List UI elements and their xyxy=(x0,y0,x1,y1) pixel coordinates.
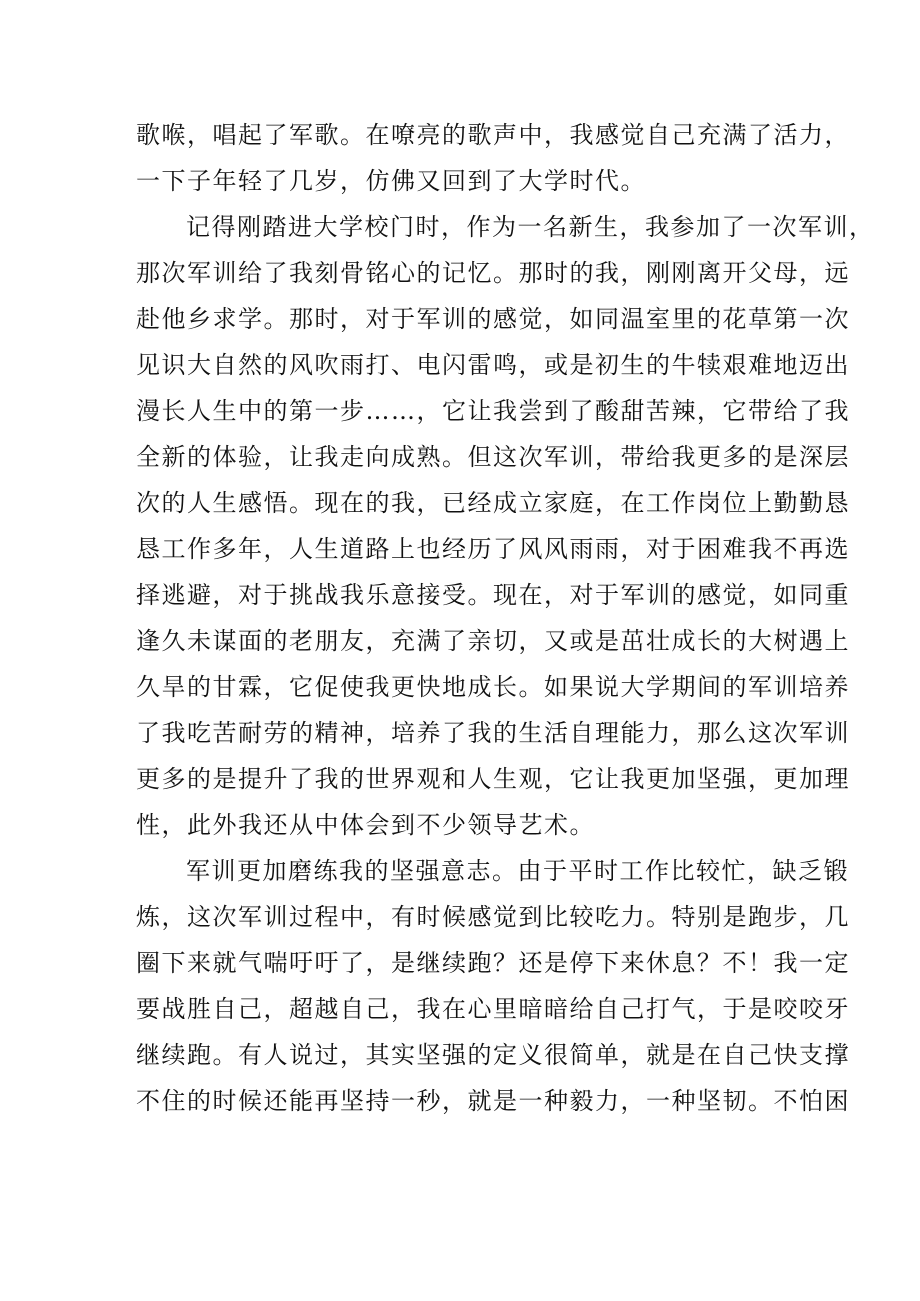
text-line: 见识大自然的风吹雨打、电闪雷鸣，或是初生的牛犊艰难地迈出 xyxy=(136,351,850,379)
text-line: 继续跑。有人说过，其实坚强的定义很简单，就是在自己快支撑 xyxy=(136,1041,850,1069)
text-line: 逢久未谋面的老朋友，充满了亲切，又或是茁壮成长的大树遇上 xyxy=(136,627,850,655)
text-line: 择逃避，对于挑战我乐意接受。现在，对于军训的感觉，如同重 xyxy=(136,581,850,609)
text-line: 圈下来就气喘吁吁了，是继续跑？还是停下来休息？不！我一定 xyxy=(136,949,850,977)
text-line: 更多的是提升了我的世界观和人生观，它让我更加坚强，更加理 xyxy=(136,765,850,793)
text-line: 记得刚踏进大学校门时，作为一名新生，我参加了一次军训， xyxy=(186,213,875,241)
text-line: 一下子年轻了几岁，仿佛又回到了大学时代。 xyxy=(136,167,646,195)
text-line: 那次军训给了我刻骨铭心的记忆。那时的我，刚刚离开父母，远 xyxy=(136,259,850,287)
text-line: 次的人生感悟。现在的我，已经成立家庭，在工作岗位上勤勤恳 xyxy=(136,489,850,517)
text-line: 久旱的甘霖，它促使我更快地成长。如果说大学期间的军训培养 xyxy=(136,673,850,701)
text-line: 不住的时候还能再坚持一秒，就是一种毅力，一种坚韧。不怕困 xyxy=(136,1087,850,1115)
text-line: 赴他乡求学。那时，对于军训的感觉，如同温室里的花草第一次 xyxy=(136,305,850,333)
text-line: 恳工作多年，人生道路上也经历了风风雨雨，对于困难我不再选 xyxy=(136,535,850,563)
paragraph-3 xyxy=(136,848,850,1124)
text-line: 了我吃苦耐劳的精神，培养了我的生活自理能力，那么这次军训 xyxy=(136,719,850,747)
text-line: 炼，这次军训过程中，有时候感觉到比较吃力。特别是跑步，几 xyxy=(136,903,850,931)
text-line: 性，此外我还从中体会到不少领导艺术。 xyxy=(136,811,595,839)
text-line: 全新的体验，让我走向成熟。但这次军训，带给我更多的是深层 xyxy=(136,443,850,471)
text-line: 漫长人生中的第一步……，它让我尝到了酸甜苦辣，它带给了我 xyxy=(136,397,850,425)
document-body xyxy=(136,112,875,1124)
paragraph-2 xyxy=(136,204,875,848)
text-line: 歌喉，唱起了军歌。在嘹亮的歌声中，我感觉自己充满了活力， xyxy=(136,121,850,149)
text-line: 要战胜自己，超越自己，我在心里暗暗给自己打气，于是咬咬牙 xyxy=(136,995,850,1023)
paragraph-1 xyxy=(136,112,850,204)
text-line: 军训更加磨练我的坚强意志。由于平时工作比较忙，缺乏锻 xyxy=(186,857,849,885)
